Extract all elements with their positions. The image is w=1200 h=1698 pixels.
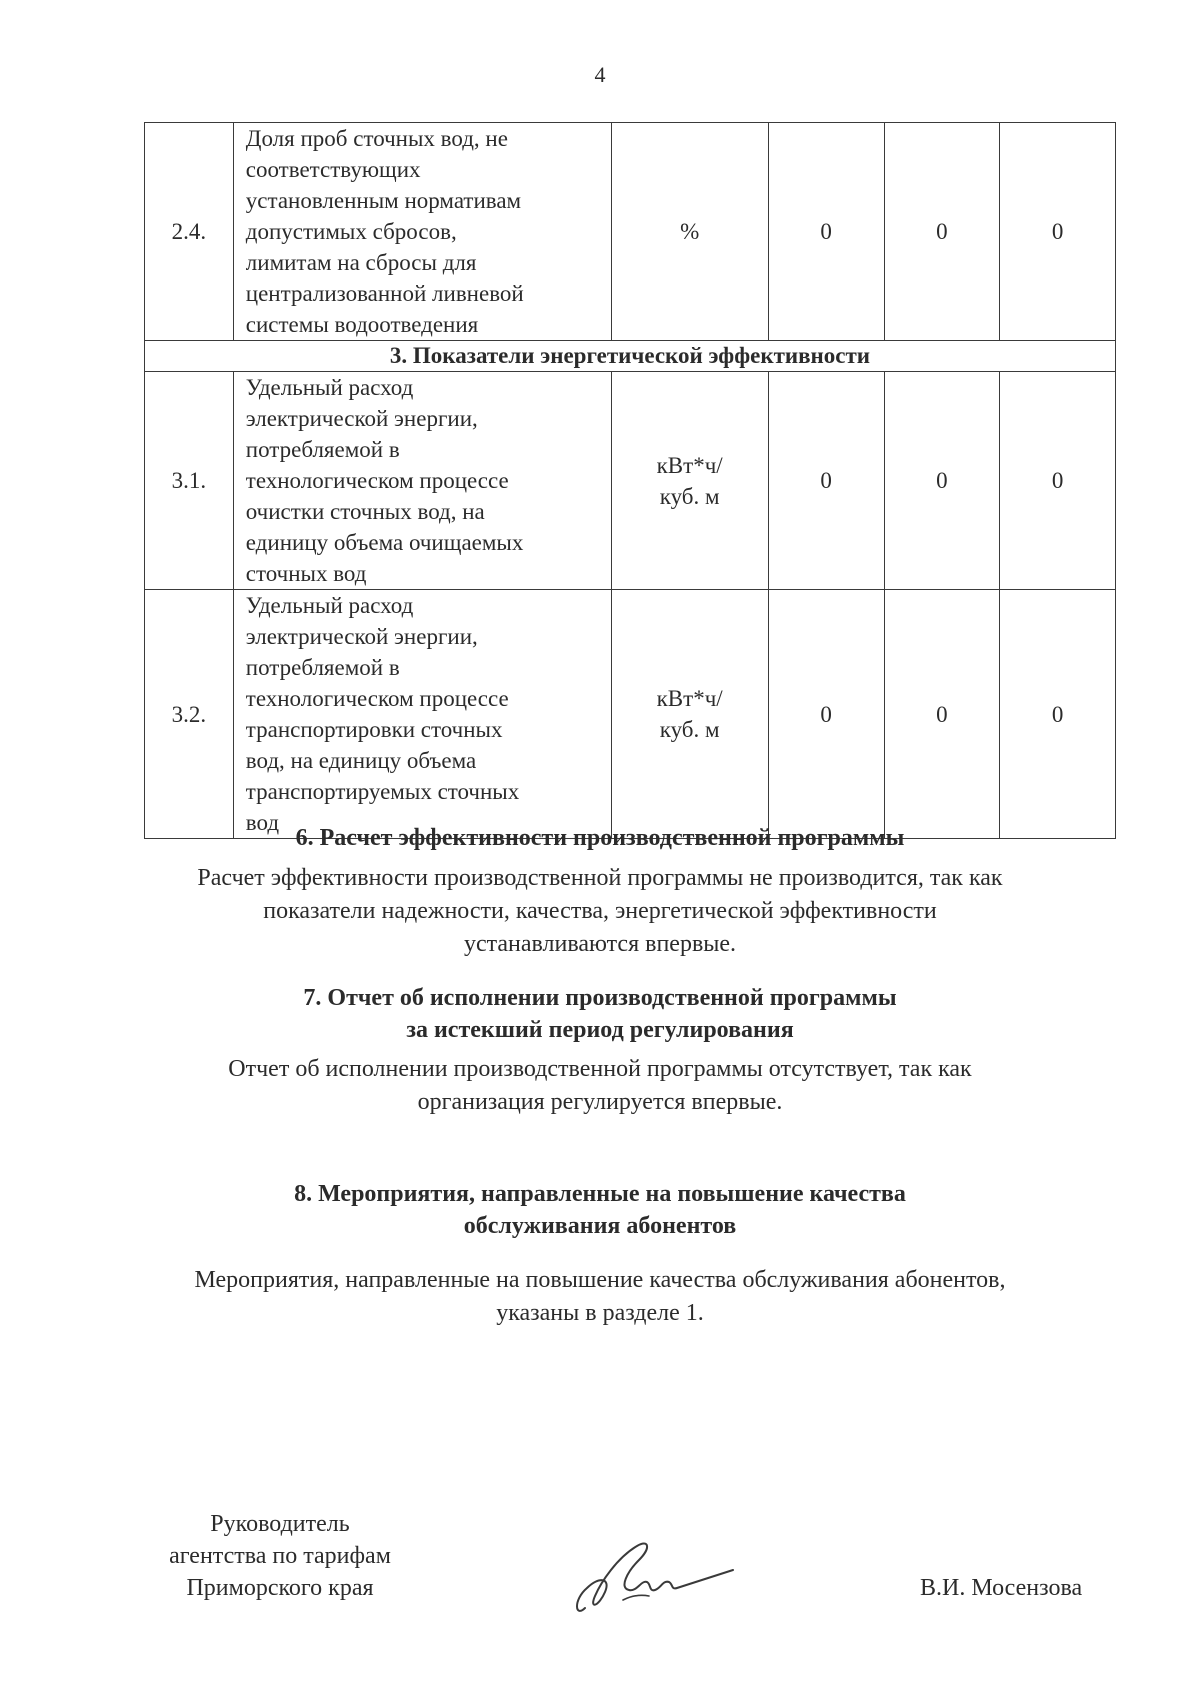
table-row xyxy=(145,123,1116,341)
indicator-name-line: потребляемой в xyxy=(245,655,400,680)
indicator-name-line: лимитам на сбросы для xyxy=(245,250,477,275)
value-cell: 0 xyxy=(884,372,1000,590)
page-number: 4 xyxy=(594,62,606,87)
section8-text xyxy=(0,1264,1200,1330)
unit-cell xyxy=(611,123,768,341)
section-heading-line: 6. Расчет эффективности производственной программы xyxy=(295,825,905,851)
indicator-name-line: Удельный расход xyxy=(245,593,414,618)
indicator-name xyxy=(233,590,611,839)
indicator-name-line: Доля проб сточных вод, не xyxy=(245,126,508,151)
indicator-name-line: технологическом процессе xyxy=(245,686,509,711)
indicator-name-line: системы водоотведения xyxy=(245,312,479,337)
unit-line: куб. м xyxy=(659,483,720,509)
indicator-name-line: транспортируемых сточных xyxy=(245,779,520,804)
indicator-name-line: электрической энергии, xyxy=(245,624,478,649)
value-cell: 0 xyxy=(884,590,1000,839)
indicator-name-line: Удельный расход xyxy=(245,375,414,400)
indicator-name xyxy=(233,372,611,590)
section-text-line: устанавливаются впервые. xyxy=(463,931,737,957)
section-text-line: показатели надежности, качества, энергетической эффективности xyxy=(263,898,937,924)
section-text-line: Мероприятия, направленные на повышение качества обслуживания абонентов, xyxy=(194,1267,1006,1293)
indicator-name-line: электрической энергии, xyxy=(245,406,478,431)
value-cell: 0 xyxy=(1000,123,1116,341)
section6-heading xyxy=(0,822,1200,854)
row-number: 3.1. xyxy=(145,372,234,590)
section6-text xyxy=(0,862,1200,961)
section-text-line: указаны в разделе 1. xyxy=(496,1300,704,1326)
table-section-title: 3. Показатели энергетической эффективности xyxy=(145,341,1116,372)
table-row xyxy=(145,372,1116,590)
signer-title-line: Приморского края xyxy=(186,1575,374,1601)
section-text-line: организация регулируется впервые. xyxy=(417,1089,783,1115)
section-text-line: Отчет об исполнении производственной программы отсутствует, так как xyxy=(228,1056,972,1082)
row-number: 2.4. xyxy=(145,123,234,341)
signer-title-line: агентства по тарифам xyxy=(169,1543,391,1569)
value-cell: 0 xyxy=(768,590,884,839)
indicator-name-line: единицу объема очищаемых xyxy=(245,530,524,555)
indicators-table-body xyxy=(145,123,1116,839)
signer-name: В.И. Мосензова xyxy=(920,1575,1083,1601)
indicator-name-line: вод, на единицу объема xyxy=(245,748,477,773)
value-cell: 0 xyxy=(768,123,884,341)
unit-line: куб. м xyxy=(659,717,720,742)
indicator-name-line: допустимых сбросов, xyxy=(245,219,457,244)
unit-line: кВт*ч/ xyxy=(656,686,723,711)
value-cell: 0 xyxy=(768,372,884,590)
indicator-name-line: вод xyxy=(245,810,280,835)
signer-title-line: Руководитель xyxy=(210,1511,350,1537)
indicator-name-line: централизованной ливневой xyxy=(245,281,524,306)
unit-cell xyxy=(611,372,768,590)
signer-title xyxy=(140,1508,420,1604)
indicator-name xyxy=(233,123,611,341)
section-heading-line: обслуживания абонентов xyxy=(463,1213,737,1239)
unit-line: кВт*ч/ xyxy=(656,452,723,478)
indicator-name-line: транспортировки сточных xyxy=(245,717,503,742)
indicator-name-line: очистки сточных вод, на xyxy=(245,499,485,524)
section-heading-line: 8. Мероприятия, направленные на повышение качества xyxy=(294,1181,906,1207)
section7-text xyxy=(0,1053,1200,1119)
signature-image xyxy=(565,1530,735,1625)
section-heading-line: 7. Отчет об исполнении производственной программы xyxy=(303,985,897,1011)
section7-heading xyxy=(0,982,1200,1046)
indicator-name-line: технологическом процессе xyxy=(245,468,509,493)
table-section-row xyxy=(145,341,1116,372)
section-text-line: Расчет эффективности производственной программы не производится, так как xyxy=(197,865,1003,891)
section8-heading xyxy=(0,1178,1200,1242)
value-cell: 0 xyxy=(1000,372,1116,590)
unit-line: % xyxy=(680,219,700,244)
indicators-table xyxy=(144,122,1116,839)
row-number: 3.2. xyxy=(145,590,234,839)
indicator-name-line: установленным нормативам xyxy=(245,188,522,213)
indicator-name-line: сточных вод xyxy=(245,561,367,586)
value-cell: 0 xyxy=(1000,590,1116,839)
value-cell: 0 xyxy=(884,123,1000,341)
table-row xyxy=(145,590,1116,839)
indicator-name-line: потребляемой в xyxy=(245,437,400,462)
section-heading-line: за истекший период регулирования xyxy=(406,1017,794,1043)
indicator-name-line: соответствующих xyxy=(245,157,421,182)
unit-cell xyxy=(611,590,768,839)
